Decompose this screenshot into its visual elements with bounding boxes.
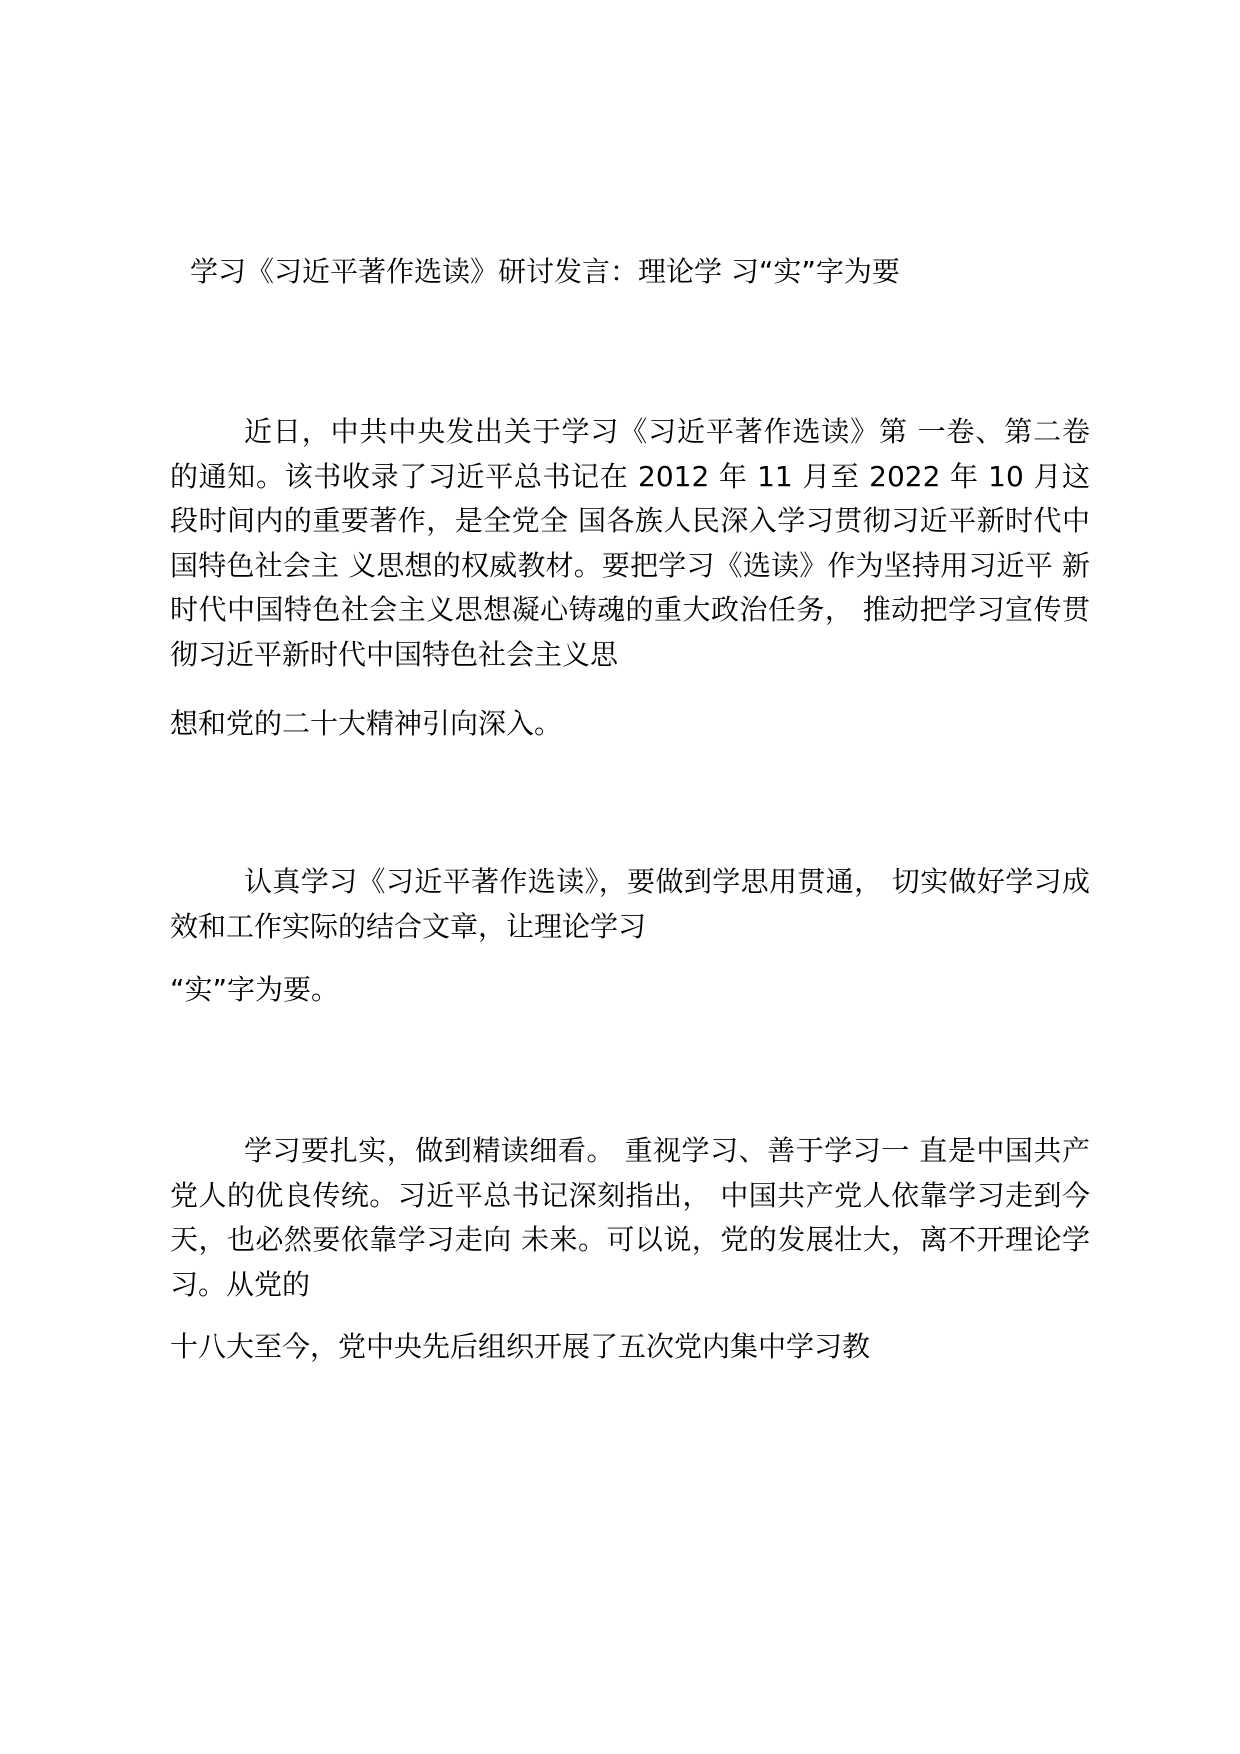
- paragraph-3-tail: 十八大至今，党中央先后组织开展了五次党内集中学习教: [170, 1330, 871, 1363]
- paragraph-2: 认真学习《习近平著作选读》，要做到学思用贯通， 切实做好学习成效和工作实际的结合文章，让理论学习: [170, 865, 1090, 943]
- document-title: 学习《习近平著作选读》研讨发言：理论学 习“实”字为要: [190, 255, 900, 288]
- paragraph-3: 学习要扎实，做到精读细看。 重视学习、善于学习一 直是中国共产党人的优良传统。习近平总书记深刻指出， 中国共产党人依靠学习走到今天，也必然要依靠学习走向 未来。可以说，党的发展壮大，离不开理论学习。从党的: [170, 1134, 1090, 1301]
- paragraph-1: 近日，中共中央发出关于学习《习近平著作选读》第 一卷、第二卷的通知。该书收录了习近平总书记在 2012 年 11 月至 2022 年 10 月这段时间内的重要著作，是全党全 国各族人民深入学习贯彻习近平新时代中国特色社会主 义思想的权威教材。要把学习《选读》作为坚持用习近平 新时代中国特色社会主义思想凝心铸魂的重大政治任务， 推动把学习宣传贯彻习近平新时代中国特色社会主义思: [170, 415, 1090, 671]
- paragraph-2-tail: “实”字为要。: [170, 973, 340, 1006]
- paragraph-1-tail: 想和党的二十大精神引向深入。: [170, 707, 563, 740]
